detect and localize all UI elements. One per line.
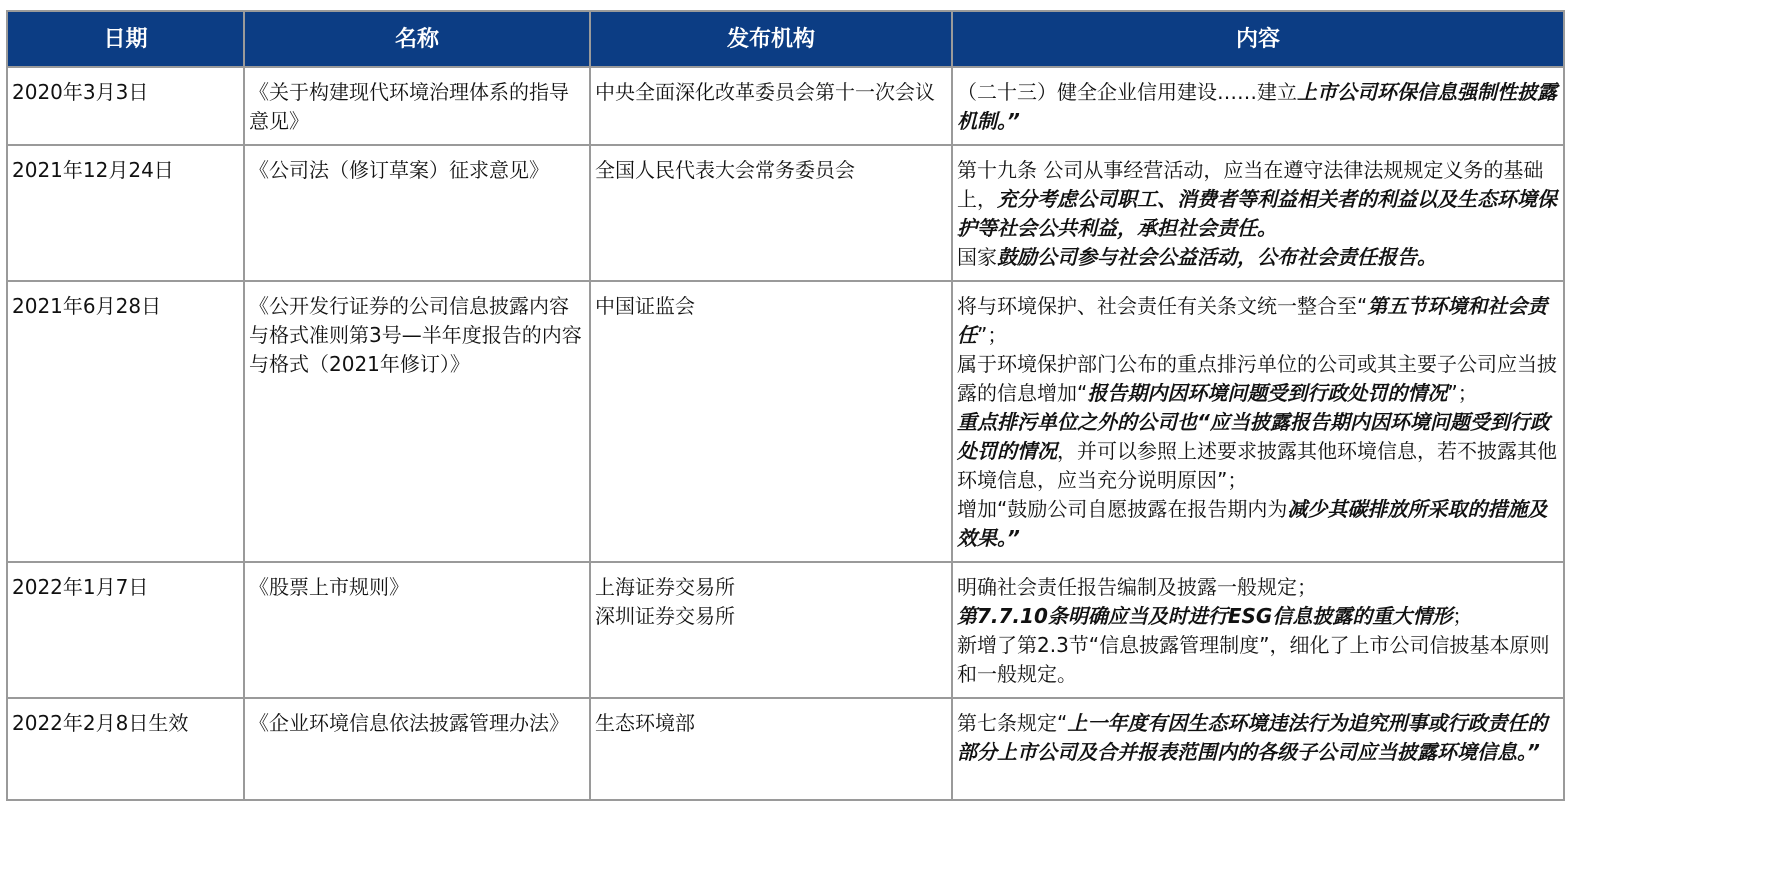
cell-date: 2022年2月8日生效 [7,698,244,800]
content-text: ，并可以参照上述要求披露其他环境信息，若不披露其他环境信息，应当充分说明原因”； [957,439,1557,492]
cell-date: 2020年3月3日 [7,67,244,145]
content-text: （二十三）健全企业信用建设……建立 [957,80,1297,104]
regulation-table [6,10,1565,801]
content-emphasis: 第7.7.10条明确应当及时进行ESG信息披露的重大情形 [957,604,1453,628]
cell-issuer [590,145,952,281]
cell-date: 2021年12月24日 [7,145,244,281]
cell-name: 《关于构建现代环境治理体系的指导意见》 [244,67,590,145]
issuer-line: 全国人民代表大会常务委员会 [595,158,855,182]
cell-date: 2022年1月7日 [7,562,244,698]
table-row [7,145,1564,281]
content-text: 明确社会责任报告编制及披露一般规定； [957,575,1317,599]
table-row [7,67,1564,145]
content-text: 新增了第2.3节“信息披露管理制度”，细化了上市公司信披基本原则和一般规定。 [957,633,1550,686]
cell-issuer [590,562,952,698]
content-emphasis: 重点排污单位之外的公司也“应当披露报告期内因环境问题受到行政处罚的情况 [957,410,1550,463]
header-date: 日期 [7,11,244,67]
header-name: 名称 [244,11,590,67]
issuer-line: 中央全面深化改革委员会第十一次会议 [595,80,935,104]
content-paragraph [957,156,1559,243]
content-paragraph [957,243,1559,272]
content-text: 第七条规定“ [957,711,1068,735]
header-content: 内容 [952,11,1564,67]
cell-content [952,145,1564,281]
cell-name: 《股票上市规则》 [244,562,590,698]
content-emphasis: 报告期内因环境问题受到行政处罚的情况 [1087,381,1448,405]
content-paragraph [957,495,1559,553]
content-paragraph [957,573,1559,602]
content-paragraph [957,350,1559,408]
issuer-line: 深圳证券交易所 [595,604,735,628]
table-row [7,698,1564,800]
content-paragraph [957,602,1559,631]
content-text: 将与环境保护、社会责任有关条文统一整合至“ [957,294,1368,318]
content-emphasis: 第五节环境和社会责任 [957,294,1548,347]
cell-content [952,698,1564,800]
content-paragraph [957,408,1559,495]
content-emphasis: 充分考虑公司职工、消费者等利益相关者的利益以及生态环境保护等社会公共利益，承担社会责任。 [957,187,1557,240]
cell-name: 《企业环境信息依法披露管理办法》 [244,698,590,800]
cell-content [952,67,1564,145]
cell-date: 2021年6月28日 [7,281,244,562]
issuer-line: 中国证监会 [595,294,695,318]
cell-issuer [590,698,952,800]
table-row [7,562,1564,698]
cell-content [952,562,1564,698]
header-issuer: 发布机构 [590,11,952,67]
issuer-line: 生态环境部 [595,711,695,735]
content-text: ； [1452,604,1473,628]
content-emphasis: 减少其碳排放所采取的措施及效果。” [957,497,1548,550]
content-emphasis: 鼓励公司参与社会公益活动，公布社会责任报告。 [997,245,1437,269]
content-paragraph [957,292,1559,350]
table-header-row [7,11,1564,67]
cell-name: 《公司法（修订草案）征求意见》 [244,145,590,281]
content-text: ”； [977,323,1008,347]
content-paragraph [957,78,1559,136]
content-paragraph [957,709,1559,767]
regulation-table-container [6,10,1565,801]
cell-content [952,281,1564,562]
content-text: ”； [1447,381,1478,405]
content-text: 第十九条 公司从事经营活动，应当在遵守法律法规规定义务的基础上， [957,158,1544,211]
content-text: 国家 [957,245,997,269]
table-body [7,67,1564,800]
cell-issuer [590,281,952,562]
content-emphasis: 上市公司环保信息强制性披露机制。” [957,80,1557,133]
cell-name: 《公开发行证券的公司信息披露内容与格式准则第3号—半年度报告的内容与格式（2021年修订）》 [244,281,590,562]
issuer-line: 上海证券交易所 [595,575,735,599]
content-emphasis: 上一年度有因生态环境违法行为追究刑事或行政责任的部分上市公司及合并报表范围内的各级子公司应当披露环境信息。” [957,711,1548,764]
cell-issuer [590,67,952,145]
content-text: 增加“鼓励公司自愿披露在报告期内为 [957,497,1288,521]
table-row [7,281,1564,562]
content-text: 属于环境保护部门公布的重点排污单位的公司或其主要子公司应当披露的信息增加“ [957,352,1557,405]
content-paragraph [957,631,1559,689]
